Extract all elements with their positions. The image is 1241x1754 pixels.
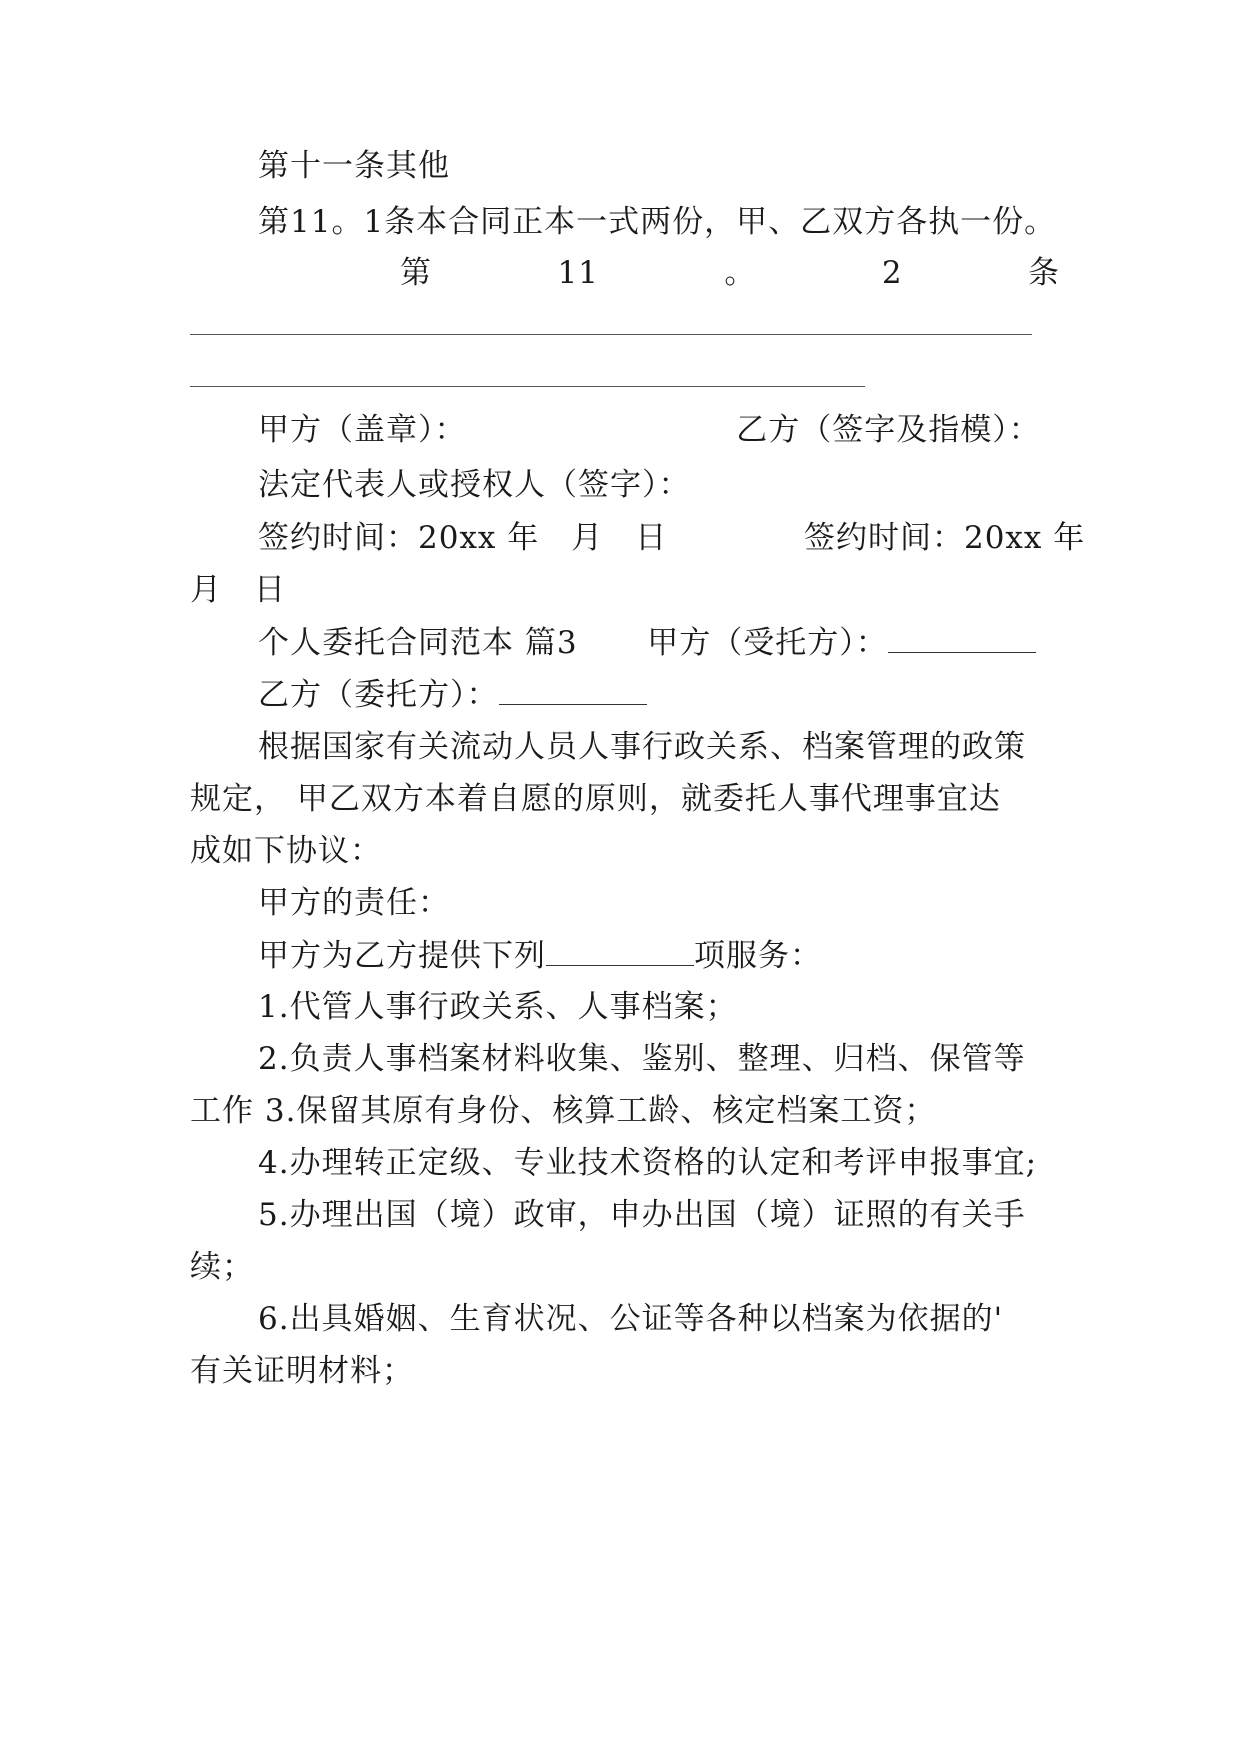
sign-date-b-cont: 月 日: [190, 572, 286, 608]
blank-rule: [190, 386, 865, 387]
article-11-2: [190, 253, 1060, 293]
intro-line: 规定， 甲乙双方本着自愿的原则，就委托人事代理事宜达: [190, 781, 1001, 817]
article-11-2-part: 条: [1028, 255, 1060, 291]
sign-date-b: 签约时间：20xx 年: [803, 520, 1086, 556]
party-b-sign-label: 乙方（签字及指模）：: [736, 412, 1041, 448]
article-11-1: 第11。1条本合同正本一式两份，甲、乙双方各执一份。: [258, 204, 1057, 240]
article-11-2-part: 第: [400, 255, 432, 291]
part3-title: 个人委托合同范本 篇3: [258, 625, 578, 661]
article-11-2-part: 2: [881, 255, 903, 291]
party-a-seal-label: 甲方（盖章）：: [258, 412, 467, 448]
signature-row: [190, 410, 1128, 450]
list-item: 6.出具婚姻、生育状况、公证等各种以档案为依据的': [258, 1301, 1004, 1337]
sign-date-a: 签约时间：20xx 年 月 日: [258, 520, 668, 556]
part3-party-a-label: 甲方（受托方）：: [647, 625, 888, 661]
article-11-2-part: 。: [724, 255, 757, 291]
part3-party-b-row: [190, 674, 1128, 715]
list-item: 有关证明材料；: [190, 1353, 414, 1389]
service-post: 项服务：: [694, 938, 822, 974]
part3-party-b-label: 乙方（委托方）：: [258, 677, 499, 713]
list-item: 工作 3.保留其原有身份、核算工龄、核定档案工资；: [190, 1093, 937, 1129]
blank-line: [499, 674, 647, 705]
service-pre: 甲方为乙方提供下列: [258, 938, 546, 974]
article-11-heading: 第十一条其他: [258, 148, 450, 184]
intro-line: 成如下协议：: [190, 833, 382, 869]
blank-rule: [190, 334, 1032, 335]
list-item: 4.办理转正定级、专业技术资格的认定和考评申报事宜;: [258, 1145, 1038, 1181]
sign-date-row: [190, 518, 1128, 558]
list-item: 2.负责人事档案材料收集、鉴别、整理、归档、保管等: [258, 1041, 1026, 1077]
service-row: [190, 935, 1128, 976]
duty-heading: 甲方的责任：: [258, 885, 450, 921]
part3-title-row: [190, 622, 1128, 663]
intro-line: 根据国家有关流动人员人事行政关系、档案管理的政策: [258, 729, 1026, 765]
list-item: 续；: [190, 1249, 254, 1285]
list-item: 5.办理出国（境）政审，申办出国（境）证照的有关手: [258, 1197, 1026, 1233]
article-11-2-part: 11: [557, 255, 599, 291]
blank-line: [546, 935, 694, 966]
blank-line: [888, 622, 1036, 653]
legal-rep-label: 法定代表人或授权人（签字）：: [258, 467, 691, 503]
list-item: 1.代管人事行政关系、人事档案；: [258, 989, 738, 1025]
